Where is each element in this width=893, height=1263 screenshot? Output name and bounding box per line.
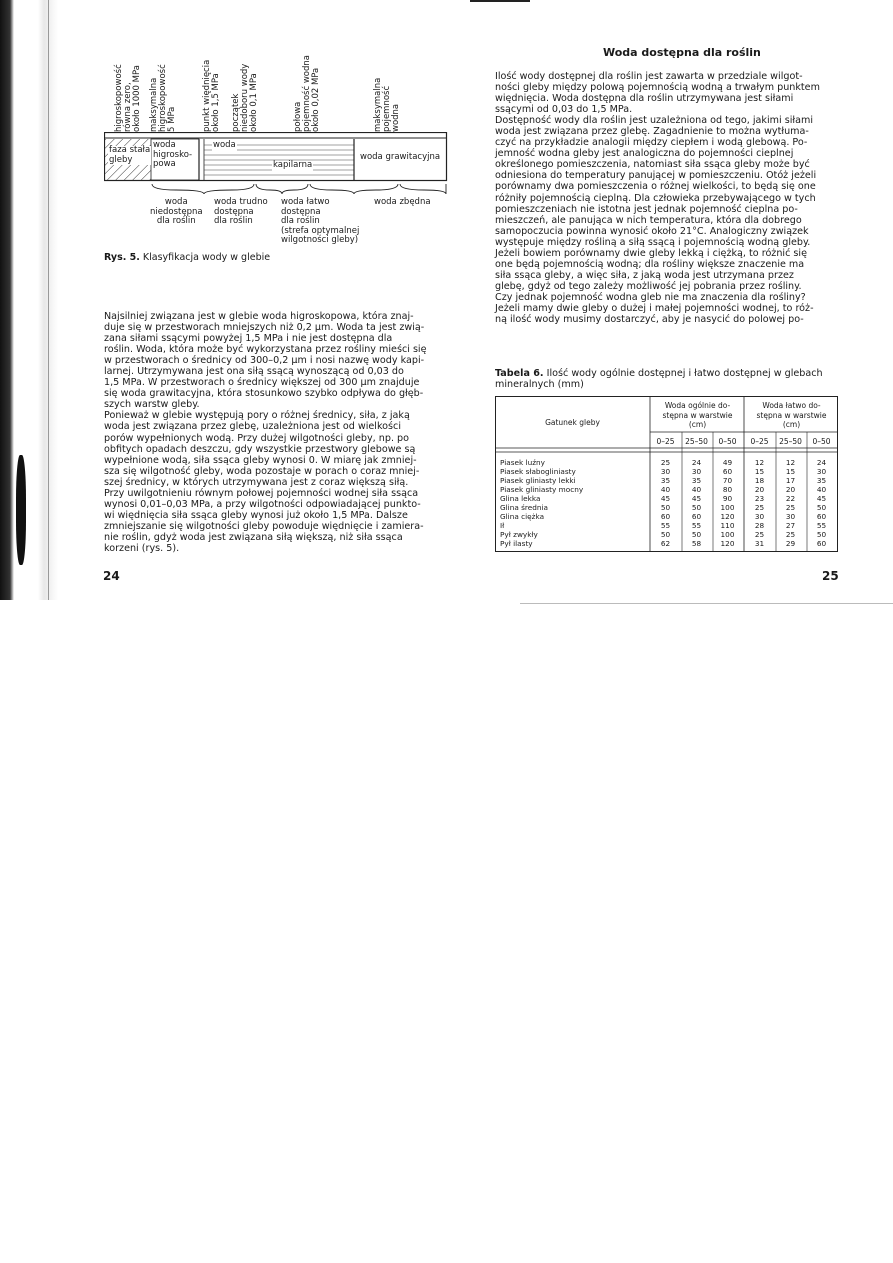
label-line: higroskopowość xyxy=(158,64,168,132)
label-line: około 0,02 MPa xyxy=(311,67,321,132)
label-line: połowa xyxy=(293,101,303,132)
bottom-label xyxy=(281,198,359,246)
text-line: Najsilniej związana jest w glebie woda higroskopowa, która znaj- xyxy=(104,311,414,322)
table-cell-value: 25 xyxy=(754,530,765,539)
table-cell-soil: Piasek gliniasty lekki xyxy=(500,476,576,485)
table-cell-value: 30 xyxy=(691,467,702,476)
text-line: ną ilość wody musimy dostarczyć, aby je nasycić do polowej po- xyxy=(495,314,804,326)
text-line: więdnięcia. Woda dostępna dla roślin utrzymywana jest siłami xyxy=(495,93,794,105)
table-row xyxy=(500,530,838,539)
table-cell-value: 24 xyxy=(816,458,827,467)
text-line: szych warstw gleby. xyxy=(104,399,200,411)
table-cell-value: 15 xyxy=(754,467,765,476)
header-line: (cm) xyxy=(782,420,801,429)
label-woda: woda xyxy=(213,140,236,150)
table-row xyxy=(500,476,838,485)
header-line: stępna w warstwie xyxy=(662,410,733,420)
table-cell-value: 35 xyxy=(691,476,702,485)
label-line: (strefa optymalnej xyxy=(281,225,360,236)
text-line: zmniejszanie się wilgotności gleby powoduje więdnięcie i zamiera- xyxy=(104,520,424,532)
table-cell-value: 30 xyxy=(816,467,827,476)
figure-vlabel xyxy=(374,72,401,132)
label-line: około 0,1 MPa xyxy=(249,73,259,132)
table-cell-value: 60 xyxy=(816,539,827,548)
table-cell-value: 20 xyxy=(754,485,765,494)
caption-prefix: Rys. 5. xyxy=(104,252,140,263)
table-row-header: Gatunek gleby xyxy=(545,418,600,427)
text-line: odniesiona do temperatury panującej w pomieszczeniu. Otóż jeżeli xyxy=(495,170,817,182)
table-cell-value: 35 xyxy=(816,476,827,485)
text-line: się woda grawitacyjna, która stosunkowo szybko odpływa do głęb- xyxy=(104,388,424,400)
header-line: stępna w warstwie xyxy=(756,410,827,420)
text-line: siła ssąca gleby, a więc siła, z jaką woda jest utrzymana przez xyxy=(495,269,794,281)
table-cell-value: 60 xyxy=(660,512,671,521)
table-cell-value: 17 xyxy=(785,476,796,485)
table-cell-value: 70 xyxy=(722,476,733,485)
table-subheader: 25–50 xyxy=(779,437,802,446)
table-cell-value: 50 xyxy=(660,503,671,512)
table-cell-value: 30 xyxy=(754,512,765,521)
bottom-label xyxy=(150,198,203,227)
table-cell-value: 50 xyxy=(816,530,827,539)
text-line: szej średnicy, w których utrzymywana jest z coraz większą siłą. xyxy=(104,476,409,488)
page-number-left: 24 xyxy=(103,569,120,583)
text-line: jemność wodna gleby jest analogiczna do pojemności cieplnej xyxy=(495,148,794,160)
table-cell-soil: Glina średnia xyxy=(500,503,549,512)
label-woda-grawitacyjna: woda grawitacyjna xyxy=(360,152,441,162)
text-line: ności gleby między polową pojemnością wodną a trwałym punktem xyxy=(495,82,820,94)
text-line: larnej. Utrzymywana jest ona siłą ssącą wynoszącą od 0,03 do xyxy=(104,366,404,378)
table-caption-line: mineralnych (mm) xyxy=(495,379,584,390)
table-subheader: 0–50 xyxy=(812,437,831,446)
scan-blot xyxy=(16,455,26,565)
text-line: woda jest związana przez glebę, uzależniona jest od wielkości xyxy=(104,421,401,433)
table-cell-value: 40 xyxy=(816,485,827,494)
table-cell-value: 50 xyxy=(660,530,671,539)
table-cell-value: 58 xyxy=(691,539,702,548)
text-line: obfitych opadach deszczu, gdy wszystkie przestwory glebowe są xyxy=(104,443,416,455)
label-line: woda zbędna xyxy=(374,197,431,207)
label-line: maksymalna xyxy=(149,77,159,132)
header-line: (cm) xyxy=(688,420,707,429)
label-line: punkt więdnięcia xyxy=(202,59,212,132)
label-line: dla roślin xyxy=(214,216,253,227)
text-line: samopoczucia powinna wynosić około 21°C. Analogiczny związek xyxy=(495,225,809,237)
table-cell-soil: Piasek luźny xyxy=(500,458,545,467)
label-line: równa zero, xyxy=(123,82,133,132)
table-cell-soil: Glina ciężka xyxy=(500,512,545,521)
table-row xyxy=(500,467,838,476)
text-line: Przy uwilgotnieniu równym połowej pojemności wodnej siła ssąca xyxy=(104,487,419,499)
table-cell-soil: Piasek gliniasty mocny xyxy=(500,485,584,494)
label-line: wilgotności gleby) xyxy=(281,235,359,246)
table-cell-value: 50 xyxy=(816,503,827,512)
bottom-label xyxy=(214,198,268,227)
text-line: wi więdnięcia siła ssąca gleby wynosi już około 1,5 MPa. Dalsze xyxy=(104,509,408,521)
figure-caption xyxy=(104,252,270,263)
label-faza-stala xyxy=(108,146,151,165)
table-cell-value: 50 xyxy=(691,530,702,539)
caption-text: Klasyfikacja wody w glebie xyxy=(142,252,271,263)
text-line: występuje między rośliną a siłą ssącą i pojemnością wodną gleby. xyxy=(495,236,811,248)
table-subheader: 25–50 xyxy=(685,437,708,446)
label-kapilarna: kapilarna xyxy=(273,160,313,170)
label-woda-higroskopowa xyxy=(153,141,192,170)
table-cell-value: 45 xyxy=(660,494,671,503)
label-line: niedostępna xyxy=(150,206,203,217)
text-line: zana siłami ssącymi powyżej 1,5 MPa i nie jest dostępna dla xyxy=(104,333,393,345)
table-cell-soil: Ił xyxy=(500,521,505,530)
table-cell-value: 110 xyxy=(720,521,735,530)
table-row xyxy=(500,512,838,521)
table-cell-value: 25 xyxy=(785,503,796,512)
table-cell-value: 20 xyxy=(785,485,796,494)
table-cell-value: 55 xyxy=(816,521,827,530)
label-line: higroskopowość xyxy=(114,64,124,132)
table-cell-value: 90 xyxy=(722,494,733,503)
table-cell-value: 12 xyxy=(754,458,765,467)
table-cell-value: 55 xyxy=(691,521,702,530)
table-cell-value: 100 xyxy=(720,503,735,512)
label-line: około 1000 MPa xyxy=(132,65,142,132)
table-cell-value: 12 xyxy=(785,458,796,467)
table-cell-value: 55 xyxy=(660,521,671,530)
label-line: pojemność wodna xyxy=(302,54,312,132)
header-line: Woda ogólnie do- xyxy=(664,401,731,410)
text-line: roślin. Woda, która może być wykorzystana przez rośliny mieści się xyxy=(104,344,427,356)
page-number-right: 25 xyxy=(822,569,839,583)
text-line: ssącymi od 0,03 do 1,5 MPa. xyxy=(495,104,633,116)
label-line: dostępna xyxy=(214,206,254,217)
table-cell-value: 40 xyxy=(660,485,671,494)
table-cell-value: 25 xyxy=(785,530,796,539)
table-cell-soil: Pył ilasty xyxy=(500,539,533,548)
header-line: Woda łatwo do- xyxy=(762,401,821,410)
text-line: sza się wilgotność gleby, woda pozostaje w porach o coraz mniej- xyxy=(104,465,420,477)
label-line: woda xyxy=(153,140,176,150)
table-cell-soil: Glina lekka xyxy=(500,494,541,503)
table-row xyxy=(500,503,838,512)
bottom-label xyxy=(374,198,431,208)
label-line: pojemność xyxy=(382,85,392,132)
text-line: glebę, gdyż od tego zależy możliwość jej pobrania przez rośliny. xyxy=(495,280,802,292)
text-line: one będą pojemnością wodną; dla rośliny większe znaczenie ma xyxy=(495,258,805,270)
text-line: Jeżeli bowiem porównamy dwie gleby lekką i ciężką, to różnić się xyxy=(495,247,807,259)
table-cell-soil: Pył zwykły xyxy=(500,530,538,539)
label-line: faza stała xyxy=(109,145,151,155)
label-line: gleby xyxy=(109,154,133,165)
text-line: nie roślin, gdyż woda jest związana siłą większą, niż siła ssąca xyxy=(104,531,403,543)
figure-vlabel xyxy=(203,48,221,132)
table-cell-value: 100 xyxy=(720,530,735,539)
table-cell-value: 29 xyxy=(785,539,796,548)
table-cell-value: 80 xyxy=(722,485,733,494)
table-cell-value: 23 xyxy=(754,494,765,503)
table-cell-value: 60 xyxy=(722,467,733,476)
figure-vlabel xyxy=(294,48,321,132)
table-cell-value: 60 xyxy=(691,512,702,521)
right-body-text xyxy=(495,71,835,325)
label-line: wodna xyxy=(391,103,401,132)
text-line: w przestworach o średnicy od 300–0,2 µm i nosi nazwę wody kapi- xyxy=(104,355,425,367)
table-cell-value: 35 xyxy=(660,476,671,485)
text-line: określonego pomieszczenia, natomiast siła ssąca gleby może być xyxy=(495,159,810,171)
table-cell-value: 25 xyxy=(660,458,671,467)
text-line: korzeni (rys. 5). xyxy=(104,542,180,554)
scan-line xyxy=(48,0,49,600)
table-cell-value: 62 xyxy=(660,539,671,548)
scan-line xyxy=(470,0,530,2)
table-cell-value: 60 xyxy=(816,512,827,521)
text-line: Ilość wody dostępnej dla roślin jest zawarta w przedziale wilgot- xyxy=(495,71,803,82)
label-line: woda łatwo xyxy=(281,197,330,207)
text-line: woda jest związana przez glebę. Zagadnienie to można wytłuma- xyxy=(495,126,809,138)
text-line: Jeżeli mamy dwie gleby o dużej i małej pojemności wodnej, to róż- xyxy=(495,302,814,314)
table-group-header-1 xyxy=(651,401,744,430)
text-line: różniły pojemnością cieplną. Dla człowieka przebywającego w tych xyxy=(495,192,816,204)
table-subheader: 0–25 xyxy=(656,437,675,446)
table-cell-value: 24 xyxy=(691,458,702,467)
label-line: około 1,5 MPa xyxy=(211,73,221,132)
text-line: czyć na przykładzie analogii między ciepłem i wodą glebową. Po- xyxy=(495,137,808,149)
table-cell-soil: Piasek słabogliniasty xyxy=(500,467,576,476)
table-row xyxy=(500,539,838,548)
text-line: porów wypełnionych wodą. Przy dużej wilgotności gleby, np. po xyxy=(104,432,409,444)
text-line: duje się w przestworach mniejszych niż 0,2 µm. Woda ta jest zwią- xyxy=(104,322,425,334)
table-row xyxy=(500,521,838,530)
table-row xyxy=(500,485,838,494)
text-line: 1,5 MPa. W przestworach o średnicy większej od 300 µm znajduje xyxy=(104,377,420,389)
label-line: dostępna xyxy=(281,206,321,217)
text-line: wynosi 0,01–0,03 MPa, a przy wilgotności odpowiadającej punkto- xyxy=(104,498,421,510)
figure-vlabel xyxy=(150,48,177,132)
table-cell-value: 45 xyxy=(816,494,827,503)
section-heading: Woda dostępna dla roślin xyxy=(603,46,761,59)
table-group-header-2 xyxy=(745,401,838,430)
table-cell-value: 30 xyxy=(660,467,671,476)
table-cell-value: 31 xyxy=(754,539,765,548)
table-row xyxy=(500,494,838,503)
table-cell-value: 28 xyxy=(754,521,765,530)
figure-vlabel xyxy=(115,48,142,132)
table-cell-value: 45 xyxy=(691,494,702,503)
table-cell-value: 120 xyxy=(720,512,735,521)
figure-vlabel xyxy=(232,48,259,132)
text-line: Dostępność wody dla roślin jest uzależniona od tego, jakimi siłami xyxy=(495,115,813,127)
table-cell-value: 30 xyxy=(785,512,796,521)
table-cell-value: 120 xyxy=(720,539,735,548)
table-row xyxy=(500,458,838,467)
table-cell-value: 49 xyxy=(722,458,733,467)
table-caption xyxy=(495,368,823,390)
text-line: pomieszczeniach nie istotna jest jednak pojemność cieplna po- xyxy=(495,203,798,215)
text-line: mieszczeń, ale panująca w nich temperatura, która dla dobrego xyxy=(495,214,802,226)
table-subheader: 0–25 xyxy=(750,437,769,446)
table-subheader: 0–50 xyxy=(718,437,737,446)
label-line: dla roślin xyxy=(156,216,196,227)
table-cell-value: 40 xyxy=(691,485,702,494)
label-line: dla roślin xyxy=(281,216,320,227)
table-cell-value: 27 xyxy=(785,521,796,530)
scan-blot xyxy=(0,0,14,600)
table-caption-prefix: Tabela 6. xyxy=(495,368,544,379)
left-body-text xyxy=(104,311,446,554)
text-line: Ponieważ w glebie występują pory o różnej średnicy, siła, z jaką xyxy=(104,410,410,422)
label-line: woda trudno xyxy=(214,197,268,207)
table-cell-value: 15 xyxy=(785,467,796,476)
table-caption-line: Ilość wody ogólnie dostępnej i łatwo dostępnej w glebach xyxy=(546,368,823,379)
label-line: woda xyxy=(164,197,188,207)
text-line: porównamy dwa pomieszczenia o różnej wielkości, to będą się one xyxy=(495,181,816,193)
scan-line xyxy=(520,603,893,604)
table-cell-value: 22 xyxy=(785,494,796,503)
label-line: maksymalna xyxy=(373,77,383,132)
label-line: niedoboru wody xyxy=(240,63,250,132)
label-line: początek xyxy=(231,93,241,132)
label-line: powa xyxy=(153,159,176,170)
label-line: higrosko- xyxy=(153,149,193,160)
table-cell-value: 50 xyxy=(691,503,702,512)
text-line: wypełnione wodą, siła ssąca gleby wynosi 0. W miarę jak zmniej- xyxy=(104,454,417,466)
table-cell-value: 25 xyxy=(754,503,765,512)
label-line: 5 MPa xyxy=(167,106,177,132)
text-line: Czy jednak pojemność wodna gleb nie ma znaczenia dla rośliny? xyxy=(495,291,806,303)
table-cell-value: 18 xyxy=(754,476,765,485)
